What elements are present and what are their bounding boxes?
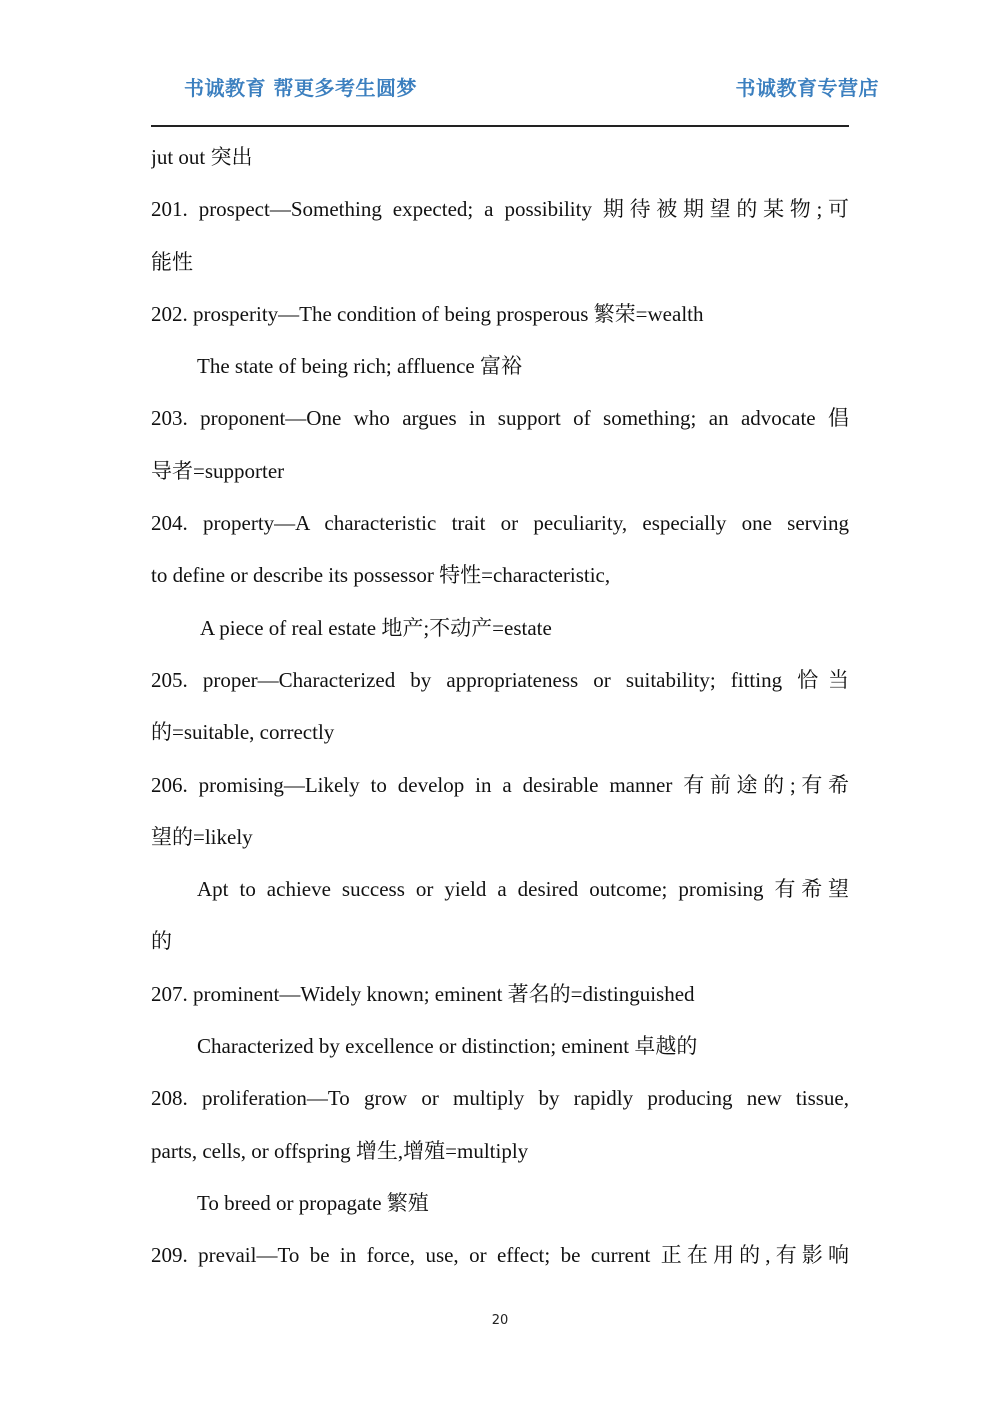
header-divider — [151, 125, 849, 127]
entry-201: 201. prospect—Something expected; a possibility 期待被期望的某物;可 — [151, 197, 849, 222]
header-store-name: 书诚教育专营店 — [735, 76, 879, 100]
text-line: 的 — [151, 929, 172, 954]
sub-definition: Apt to achieve success or yield a desired outcome; promising 有希望 — [197, 877, 849, 902]
entry-205: 205. proper—Characterized by appropriateness or suitability; fitting 恰当 — [151, 667, 849, 692]
text-line: 的=suitable, correctly — [151, 720, 335, 745]
entry-209: 209. prevail—To be in force, use, or effect; be current 正在用的,有影响 — [151, 1243, 849, 1268]
document-body — [151, 131, 849, 1282]
text-line: 望的=likely — [151, 824, 253, 849]
page-number: 20 — [491, 1313, 509, 1328]
text-line: jut out 突出 — [151, 145, 253, 169]
text-line: parts, cells, or offspring 增生,增殖=multiply — [151, 1138, 529, 1163]
entry-203: 203. proponent—One who argues in support of something; an advocate 倡 — [151, 406, 849, 431]
sub-definition: Characterized by excellence or distinction; eminent 卓越的 — [197, 1034, 698, 1059]
entry-206: 206. promising—Likely to develop in a desirable manner 有前途的;有希 — [151, 772, 849, 797]
text-line: 导者=supporter — [151, 458, 285, 483]
sub-definition: The state of being rich; affluence 富裕 — [197, 354, 522, 379]
sub-definition: To breed or propagate 繁殖 — [197, 1190, 429, 1215]
text-line: 能性 — [151, 249, 193, 274]
sub-definition: A piece of real estate 地产;不动产=estate — [200, 615, 552, 640]
entry-204: 204. property—A characteristic trait or peculiarity, especially one serving — [151, 511, 849, 536]
entry-202: 202. prosperity—The condition of being prosperous 繁荣=wealth — [151, 301, 704, 326]
entry-207: 207. prominent—Widely known; eminent 著名的=distinguished — [151, 981, 695, 1006]
text-line: to define or describe its possessor 特性=characteristic, — [151, 563, 611, 588]
entry-208: 208. proliferation—To grow or multiply by rapidly producing new tissue, — [151, 1086, 849, 1111]
header-brand-slogan: 书诚教育 帮更多考生圆梦 — [184, 76, 417, 100]
